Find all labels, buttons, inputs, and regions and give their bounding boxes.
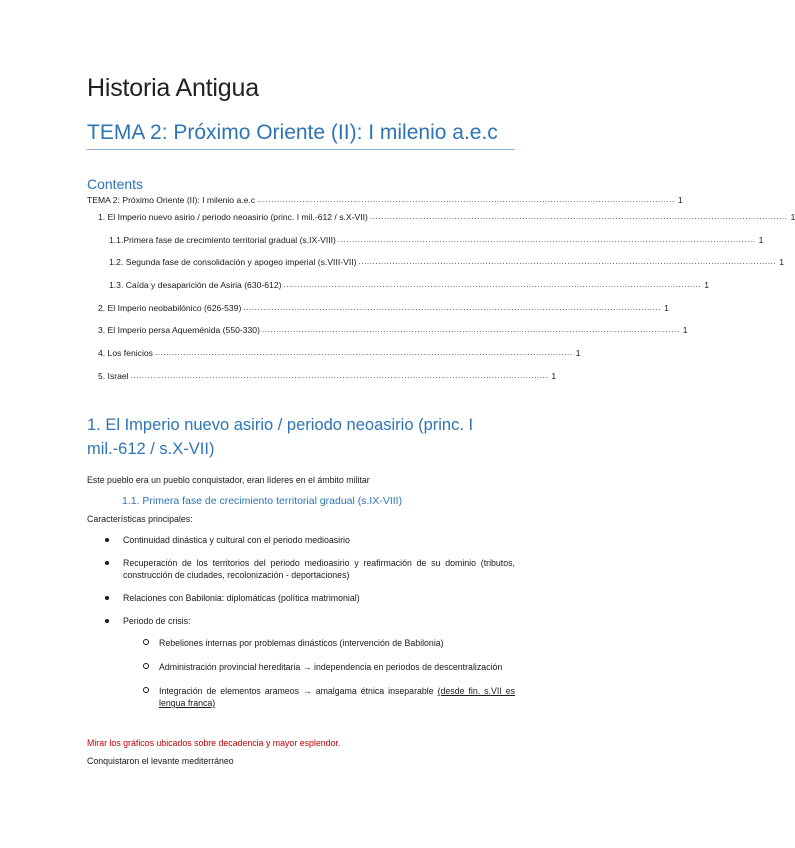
list-item: Rebeliones internas por problemas dinásticos (intervención de Babilonia) bbox=[143, 637, 515, 649]
list-item: Continuidad dinástica y cultural con el periodo medioasirio bbox=[105, 534, 515, 546]
toc-entry[interactable]: 1.2. Segunda fase de consolidación y apogeo imperial (s.VIII-VII) .................................................................................................................................................... 1 bbox=[109, 257, 784, 268]
toc-entry[interactable]: 5. Israel .................................................................................................................................................... 1 bbox=[98, 370, 557, 381]
closing-paragraph: Conquistaron el levante mediterráneo bbox=[87, 756, 234, 766]
toc-entry[interactable]: 1.3. Caída y desaparición de Asiria (630-612) .................................................................................................................................................... 1 bbox=[109, 280, 710, 291]
features-label: Características principales: bbox=[87, 514, 193, 524]
sub-bullet-list bbox=[143, 637, 515, 721]
section-heading: 1. El Imperio nuevo asirio / periodo neoasirio (princ. I mil.-612 / s.X-VII) bbox=[87, 416, 474, 458]
list-item: Recuperación de los territorios del periodo medioasirio y reafirmación de su dominio (tributos, construcción de ciudades, recolonización - deportaciones) bbox=[105, 557, 515, 581]
list-item: Relaciones con Babilonia: diplomáticas (política matrimonial) bbox=[105, 592, 515, 604]
toc-entry[interactable]: TEMA 2: Próximo Oriente (II): I milenio a.e.c .................................................................................................................................................... 1 bbox=[87, 195, 683, 205]
intro-paragraph: Este pueblo era un pueblo conquistador, eran líderes en el ámbito militar bbox=[87, 475, 370, 485]
toc-entry[interactable]: 3. El Imperio persa Aqueménida (550-330) .................................................................................................................................................... 1 bbox=[98, 325, 688, 336]
underlined-note: (desde fin. s.VII es lengua franca) bbox=[159, 686, 515, 708]
tema-title: TEMA 2: Próximo Oriente (II): I milenio a.e.c bbox=[87, 121, 515, 150]
bullet-list bbox=[105, 534, 515, 638]
toc-entry[interactable]: 1. El Imperio nuevo asirio / periodo neoasirio (princ. I mil.-612 / s.X-VII) .................................................................................................................................................... 1 bbox=[98, 212, 795, 222]
table-of-contents bbox=[87, 194, 795, 393]
document-title: Historia Antigua bbox=[87, 74, 259, 102]
red-note: Mirar los gráficos ubicados sobre decadencia y mayor esplendor. bbox=[87, 738, 341, 748]
list-item: Periodo de crisis: bbox=[105, 615, 515, 627]
toc-entry[interactable]: 4. Los fenicios .................................................................................................................................................... 1 bbox=[98, 348, 581, 359]
list-item: Administración provincial hereditaria → independencia en periodos de descentralización bbox=[143, 661, 515, 673]
subsection-heading: 1.1. Primera fase de crecimiento territorial gradual (s.IX-VIII) bbox=[122, 495, 403, 507]
toc-entry[interactable]: 1.1.Primera fase de crecimiento territorial gradual (s.IX-VIII) .................................................................................................................................................... 1 bbox=[109, 234, 764, 245]
toc-entry[interactable]: 2. El Imperio neobabilónico (626-539) .................................................................................................................................................... 1 bbox=[98, 302, 669, 313]
list-item: Integración de elementos arameos → amalgama étnica inseparable (desde fin. s.VII es lengua franca) bbox=[143, 685, 515, 709]
toc-heading: Contents bbox=[87, 176, 144, 192]
